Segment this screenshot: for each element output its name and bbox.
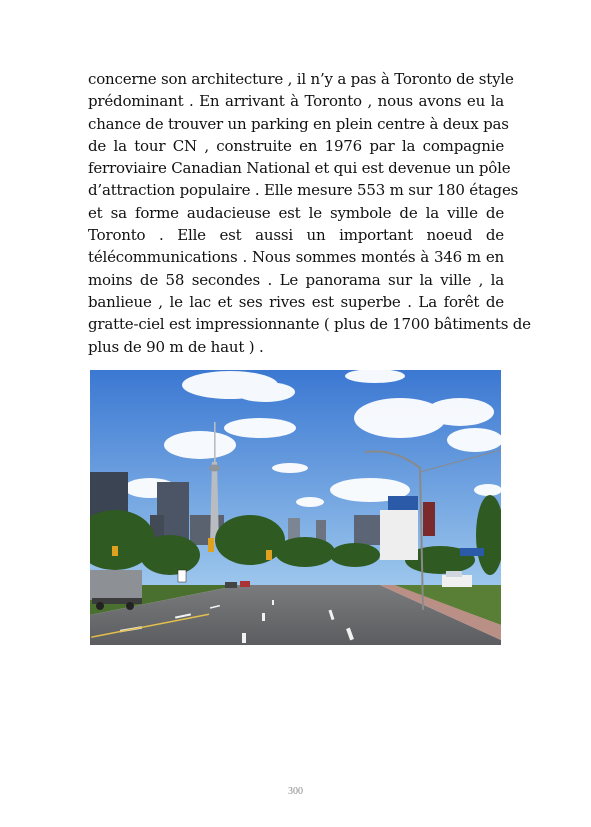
paragraph-line: de la tour CN , construite en 1976 par la compagnie: [88, 136, 504, 155]
paragraph-line: plus de 90 m de haut ) .: [88, 337, 264, 356]
paragraph-line: chance de trouver un parking en plein centre à deux pas: [88, 114, 509, 133]
paragraph-line: ferroviaire Canadian National et qui est devenue un pôle: [88, 159, 511, 178]
paragraph-line: Toronto . Elle est aussi un important noeud de: [88, 226, 504, 245]
body-paragraph: [88, 68, 531, 358]
paragraph-line: banlieue , le lac et ses rives est superbe . La forêt de: [88, 292, 504, 311]
paragraph-line: concerne son architecture , il n’y a pas à Toronto de style: [88, 70, 514, 88]
truck: [90, 570, 142, 610]
paragraph-line: et sa forme audacieuse est le symbole de la ville de: [88, 203, 504, 222]
page-number: 300: [288, 786, 303, 797]
paragraph-line: gratte-ciel est impressionnante ( plus de 1700 bâtiments de: [88, 315, 531, 334]
paragraph-line: télécommunications . Nous sommes montés à 346 m en: [88, 248, 504, 267]
paragraph-line: d’attraction populaire . Elle mesure 553 m sur 180 étages: [88, 181, 519, 200]
toronto-street-photo: [90, 370, 501, 645]
paragraph-line: prédominant . En arrivant à Toronto , nous avons eu la: [88, 92, 504, 111]
paragraph-line: moins de 58 secondes . Le panorama sur la ville , la: [88, 270, 504, 289]
